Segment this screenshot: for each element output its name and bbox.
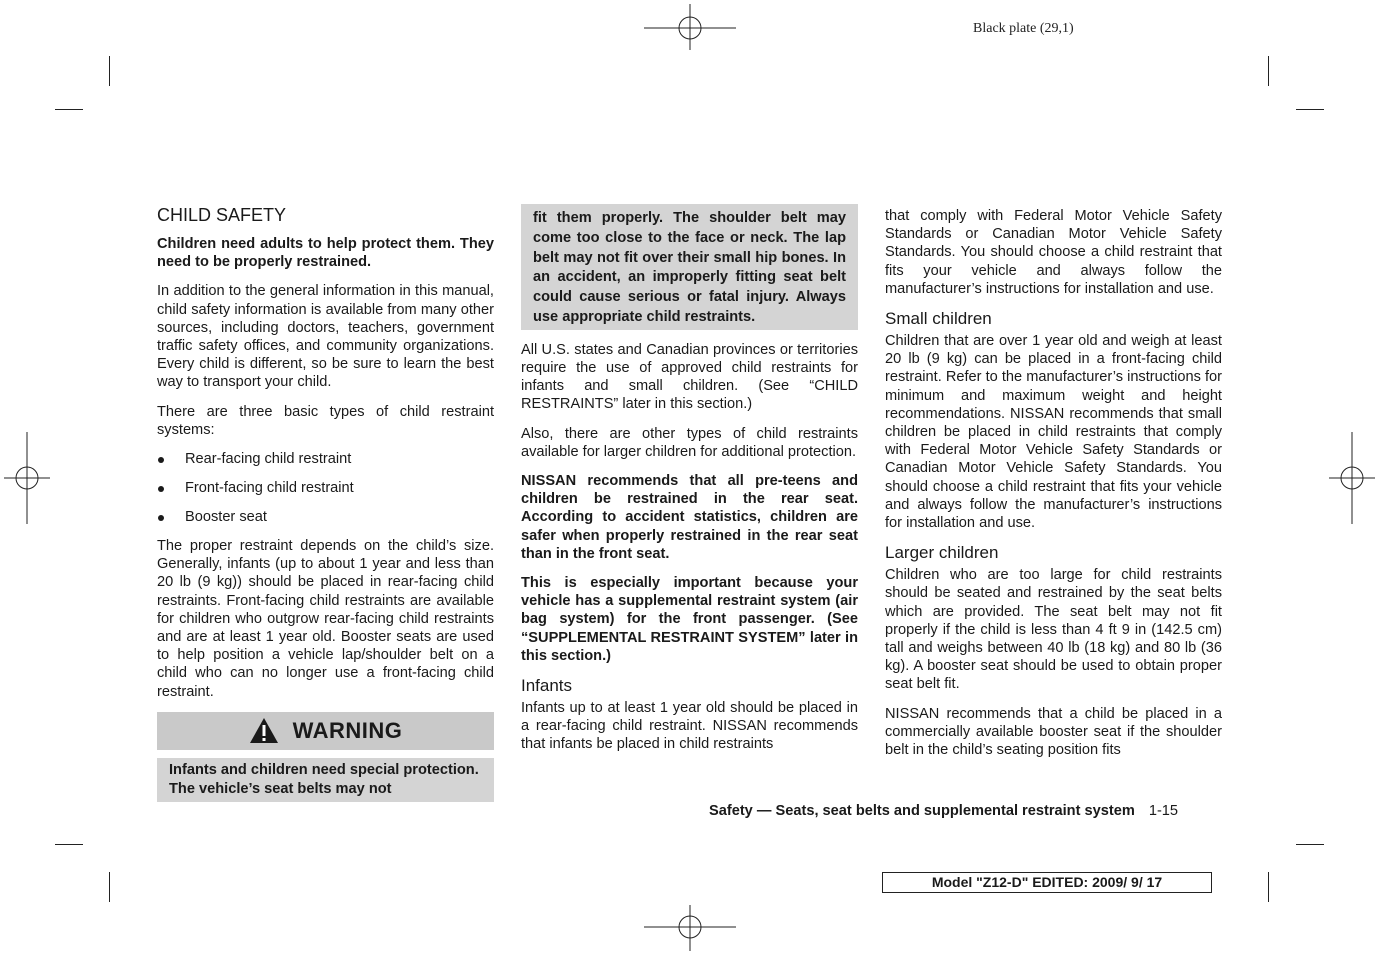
right-column [885,207,1222,770]
subheading-larger-children: Larger children [885,543,999,563]
crop-mark [1296,844,1324,845]
registration-mark-icon [1329,432,1375,524]
subheading-infants: Infants [521,676,573,696]
crop-mark [1268,872,1269,902]
plate-label: Black plate (29,1) [973,21,1074,36]
paragraph: Children that are over 1 year old and weigh at least 20 lb (9 kg) can be placed in a front-facing child restraint. Refer to the manufacturer’s instructions for minimum and maximum weight and height recommendations. NISSAN recommends that small children be placed in child restraints that comply with Federal Motor Vehicle Safety Standards or Canadian Motor Vehicle Safety Standards. You should choose a child restraint that fits your vehicle and always follow the manufacturer’s instructions for installation and use. [885,333,1222,532]
crop-mark [1268,56,1269,86]
registration-mark-icon [644,4,736,50]
bullet-icon [158,515,164,521]
section-heading: CHILD SAFETY [157,205,287,225]
bold-paragraph: NISSAN recommends that all pre-teens and children be restrained in the rear seat. According to accident statistics, children are safer when properly restrained in the rear seat than in the front seat. [521,473,858,562]
registration-mark-icon [4,432,50,524]
left-column [157,204,494,802]
paragraph: The proper restraint depends on the child’s size. Generally, infants (up to about 1 year and less than 20 lb (9 kg)) should be placed in rear-facing child restraints. Front-facing child restraints are available for children who outgrow rear-facing child restraints and are at least 1 year old. Booster seats are used to help position a vehicle lap/shoulder belt on a child who can no longer use a front-facing child restraint. [157,538,494,700]
paragraph: that comply with Federal Motor Vehicle Safety Standards or Canadian Motor Vehicle Safety Standards. You should choose a child restraint that fits your vehicle and always follow the manufacturer’s instructions for installation and use. [885,208,1222,297]
crop-mark [55,844,83,845]
warning-header [157,712,494,750]
list-item: Booster seat [157,508,494,526]
paragraph: There are three basic types of child restraint systems: [157,403,494,438]
crop-mark [1296,109,1324,110]
warning-text: Infants and children need special protection. The vehicle’s seat belts may not [157,758,494,802]
bullet-icon [158,486,164,492]
warning-triangle-icon [249,717,279,744]
middle-column [521,204,858,765]
warning-title: WARNING [292,717,403,743]
list-item: Rear-facing child restraint [157,450,494,468]
warning-text-continued: fit them properly. The shoulder belt may come too close to the face or neck. The lap belt may not fit over their small hip bones. In an accident, an improperly fitting seat belt could cause serious or fatal injury. Always use appropriate child restraints. [521,204,858,330]
paragraph: All U.S. states and Canadian provinces or territories require the use of approved child restraints for infants and small children. (See “CHILD RESTRAINTS” later in this section.) [521,341,858,413]
crop-mark [109,872,110,902]
model-edited-box: Model "Z12-D" EDITED: 2009/ 9/ 17 [882,872,1212,893]
list-item: Front-facing child restraint [157,479,494,497]
crop-mark [109,56,110,86]
bold-paragraph: This is especially important because your vehicle has a supplemental restraint system (air bag system) for the front passenger. (See “SUPPLEMENTAL RESTRAINT SYSTEM” later in this section.) [521,575,858,664]
page-footer [709,803,1178,819]
paragraph: NISSAN recommends that a child be placed in a commercially available booster seat if the shoulder belt in the child’s seating position fits [885,705,1222,759]
crop-mark [55,109,83,110]
paragraph: Infants up to at least 1 year old should be placed in a rear-facing child restraint. NISSAN recommends that infants be placed in child restraints [521,700,858,753]
page-number: 1-15 [1148,803,1179,819]
paragraph: In addition to the general information in this manual, child safety information is available from many other sources, including doctors, teachers, government traffic safety offices, and community organizations. Every child is different, so be sure to learn the best way to transport your child. [157,283,494,391]
intro-bold-text: Children need adults to help protect them. They need to be properly restrained. [157,236,494,271]
registration-mark-icon [644,905,736,951]
footer-section-title: Safety — Seats, seat belts and supplemental restraint system [709,803,1135,819]
restraint-type-list [157,450,494,526]
bullet-icon [158,457,164,463]
subheading-small-children: Small children [885,309,992,329]
paragraph: Also, there are other types of child restraints available for larger children for additional protection. [521,425,858,460]
paragraph: Children who are too large for child restraints should be seated and restrained by the seat belts which are provided. The seat belt may not fit properly if the child is less than 4 ft 9 in (142.5 cm) tall and weighs between 40 lb (18 kg) and 80 lb (36 kg). A booster seat should be used to obtain proper seat belt fit. [885,567,1222,693]
